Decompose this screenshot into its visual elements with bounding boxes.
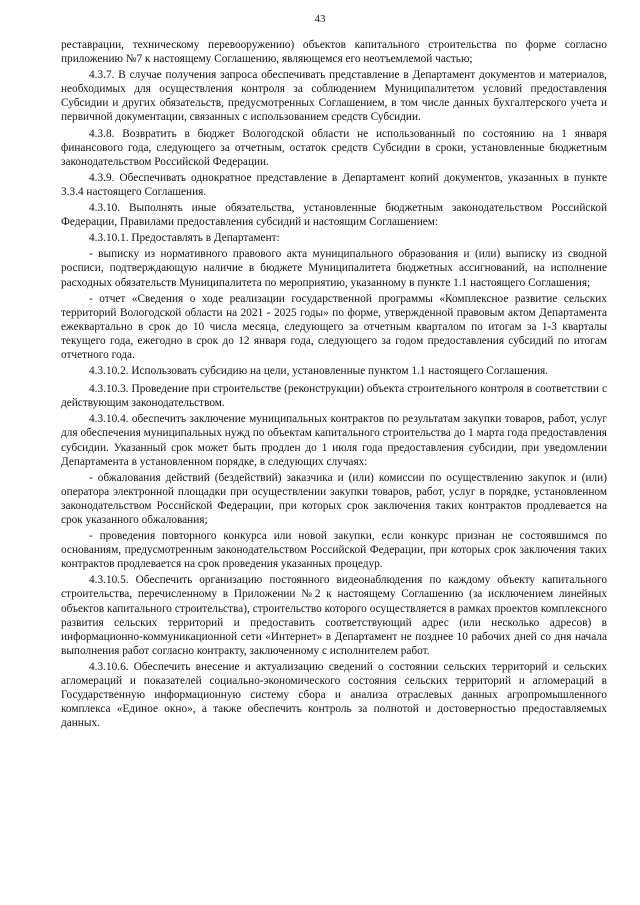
page-number: 43 xyxy=(314,13,326,25)
paragraph-4-3-9: 4.3.9. Обеспечивать однократное представление в Департамент копий документов, указанных в пункте 3.3.4 настоящего Соглашения. xyxy=(61,171,607,198)
list-item-budget-extract: - выписку из нормативного правового акта муниципального образования и (или) выписку из сводной росписи, подтверждающую наличие в бюджете Муниципалитета бюджетных ассигнований, на исполнение расходных обязательств Муниципалитета по мероприятию, указанному в пункте 1.1 настоящего Соглашения; xyxy=(61,248,607,289)
paragraph-continuation: реставрации, техническому перевооружению) объектов капитального строительства по форме согласно приложению №7 к настоящему Соглашению, являющемся его неотъемлемой частью; xyxy=(61,39,607,66)
paragraph-4-3-8: 4.3.8. Возвратить в бюджет Вологодской области не использованный по состоянию на 1 января финансового года, следующего за отчетным, остаток средств Субсидии в сроки, установленные бюджетным законодательством Российской Федерации. xyxy=(61,127,607,168)
list-item-repeat-tender: - проведения повторного конкурса или новой закупки, если конкурс признан не состоявшимся по основаниям, предусмотренным законодательством Российской Федерации, при которых срок заключения таких контрактов продлевается на срок проведения указанных процедур. xyxy=(61,530,607,571)
list-item-report: - отчет «Сведения о ходе реализации государственной программы «Комплексное развитие сельских территорий Вологодской области на 2021 - 2025 годы» по форме, утвержденной правовым актом Департамента ежеквартально в срок до 10 числа месяца, следующего за отчетным кварталом по итогам за 1-3 кварталы текущего года, ежегодно в срок до 12 января года, следующего за годом предоставления субсидий по итогам отчетного года. xyxy=(61,292,607,361)
list-item-appeal: - обжалования действий (бездействий) заказчика и (или) комиссии по осуществлению закупок и (или) оператора электронной площадки при осуществлении закупки товаров, работ, услуг в порядке, установленном законодательством Российской Федерации, при которых срок заключения таких контрактов продлевается на срок указанного обжалования; xyxy=(61,471,607,526)
paragraph-4-3-10-3: 4.3.10.3. Проведение при строительстве (реконструкции) объекта строительного контроля в соответствии с действующим законодательством. xyxy=(61,383,607,410)
paragraph-4-3-10-1: 4.3.10.1. Предоставлять в Департамент: xyxy=(89,232,280,245)
paragraph-4-3-10-4: 4.3.10.4. обеспечить заключение муниципальных контрактов по результатам закупки товаров, работ, услуг для обеспечения муниципальных нужд по объектам капитального строительства до 1 марта года предоставления субсидии. Указанный срок может быть продлен до 1 июля года предоставления субсидии, при уведомлении Департамента в установленном порядке, в следующих случаях: xyxy=(61,413,607,468)
paragraph-4-3-10-6: 4.3.10.6. Обеспечить внесение и актуализацию сведений о состоянии сельских территорий и сельских агломераций и показателей социально-экономического состояния сельских территорий и агломераций в Государственную информационную систему сбора и анализа отраслевых данных агропромышленного комплекса «Единое окно», а также обеспечить контроль за полнотой и достоверностью предоставляемых данных. xyxy=(61,660,607,730)
document-body xyxy=(61,38,607,732)
paragraph-4-3-10-2: 4.3.10.2. Использовать субсидию на цели, установленные пунктом 1.1 настоящего Соглашения. xyxy=(89,365,549,378)
paragraph-4-3-10-5: 4.3.10.5. Обеспечить организацию постоянного видеонаблюдения по каждому объекту капитального строительства, перечисленному в Приложении №2 к настоящему Соглашению (за исключением линейных объектов капитального строительства), строительство которого осуществляется в рамках проектов комплексного развития сельских территорий и предоставить соответствующий адрес (или несколько адресов) в информационно-коммуникационной сети «Интернет» в Департамент не позднее 10 рабочих дней со дня начала выполнения работ согласно контракту, заключенному с исполнителем работ. xyxy=(61,574,607,657)
paragraph-4-3-7: 4.3.7. В случае получения запроса обеспечивать представление в Департамент документов и материалов, необходимых для осуществления контроля за соблюдением Муниципалитетом условий предоставления Субсидии и других обязательств, предусмотренных Соглашением, в том числе данных бухгалтерского учета и первичной документации, связанных с использованием средств Субсидии. xyxy=(61,69,607,124)
paragraph-4-3-10: 4.3.10. Выполнять иные обязательства, установленные бюджетным законодательством Российской Федерации, Правилами предоставления субсидий и настоящим Соглашением: xyxy=(61,202,607,229)
